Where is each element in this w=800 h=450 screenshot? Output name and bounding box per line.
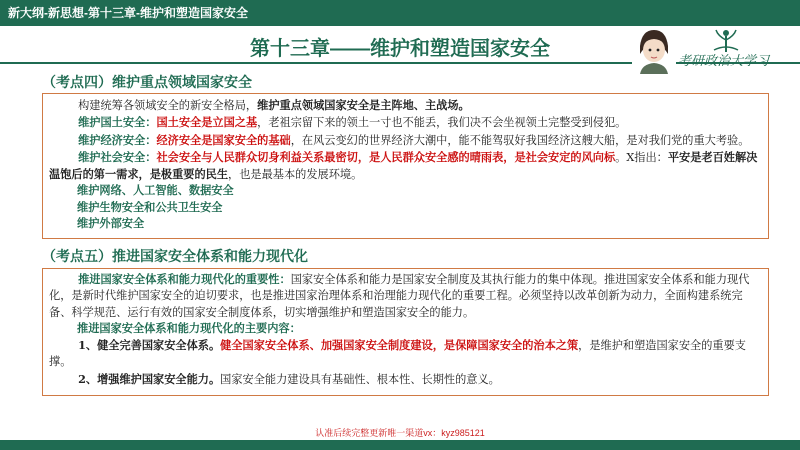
- tree-logo-icon: [706, 28, 746, 52]
- social-emphasis: 社会安全与人民群众切身利益关系最密切，是人民群众安全感的晴雨表，是社会安定的风向标: [156, 149, 616, 164]
- page-title: 第十三章——维护和塑造国家安全: [250, 38, 550, 60]
- network-security-item: 维护网络、人工智能、数据安全: [77, 185, 234, 198]
- social-paragraph: [49, 149, 762, 184]
- point1-heading: 1、健全完善国家安全体系。: [78, 338, 221, 353]
- section4-intro: [49, 97, 762, 114]
- point2-text: 国家安全能力建设具有基础性、根本性、长期性的意义。: [220, 372, 500, 386]
- territory-label: 维护国土安全：: [78, 117, 157, 130]
- economy-label: 维护经济安全：: [78, 134, 157, 147]
- top-banner: [0, 0, 800, 26]
- avatar: [632, 26, 676, 74]
- section4-heading: （考点四）维护重点领域国家安全: [42, 74, 252, 90]
- economy-emphasis: 经济安全是国家安全的基础: [156, 132, 291, 147]
- section4-box: [42, 93, 769, 239]
- social-label: 维护社会安全：: [78, 151, 157, 164]
- point1-paragraph: [49, 337, 762, 371]
- section5-box: [42, 268, 769, 396]
- social-text-end: ，也是最基本的发展环境。: [228, 168, 363, 182]
- external-security-item: 维护外部安全: [77, 218, 145, 231]
- importance-paragraph: [49, 272, 762, 321]
- breadcrumb: 新大纲-新思想-第十三章-维护和塑造国家安全: [8, 6, 248, 20]
- economy-text: ，在风云变幻的世界经济大潮中，能不能驾驭好我国经济这艘大船，是对我们党的重大考验。: [290, 133, 750, 147]
- intro-bold: 维护重点领域国家安全是主阵地、主战场。: [257, 98, 470, 112]
- social-bold: 平安是老百姓解决温饱后的第一需求，是极重要的民生: [49, 149, 758, 182]
- social-text: 。X指出：: [615, 150, 668, 164]
- importance-text: 国家安全体系和能力是国家安全制度及其执行能力的集中体现。推进国家安全体系和能力现代化，是新时代维护国家安全的迫切要求，也是推进国家治理体系和治理能力现代化的重要工程。必须坚持以改革创新为动力，全面构建系统完备、科学规范、运行有效的国家安全制度体系，切实增强维护和塑造国家安全的能力。: [49, 273, 750, 319]
- intro-text: 构建统筹各领域安全的新安全格局，: [78, 99, 258, 112]
- point1-emphasis: 健全国家安全体系、加强国家安全制度建设，是保障国家安全的治本之策: [220, 338, 579, 353]
- territory-emphasis: 国土安全是立国之基: [156, 115, 258, 130]
- territory-paragraph: [49, 114, 762, 131]
- point1-text: ，是维护和塑造国家安全的重要支撑。: [49, 339, 746, 369]
- section5-heading: （考点五）推进国家安全体系和能力现代化: [42, 248, 308, 264]
- point2-heading: 2、增强维护国家安全能力。: [78, 371, 221, 386]
- watermark: 认准后续完整更新唯一渠道vx：kyz985121: [315, 428, 485, 438]
- brand-logo: [632, 26, 782, 74]
- territory-text: ，老祖宗留下来的领土一寸也不能丢，我们决不会坐视领土完整受到侵犯。: [257, 116, 627, 130]
- bio-security-item: 维护生物安全和公共卫生安全: [77, 201, 223, 214]
- bottom-banner: [0, 440, 800, 450]
- economy-paragraph: [49, 132, 762, 149]
- content-label: 推进国家安全体系和能力现代化的主要内容：: [77, 322, 301, 335]
- importance-label: 推进国家安全体系和能力现代化的重要性：: [78, 274, 291, 286]
- logo-text: 考研政治大学习: [678, 54, 770, 69]
- point2-paragraph: [49, 371, 762, 388]
